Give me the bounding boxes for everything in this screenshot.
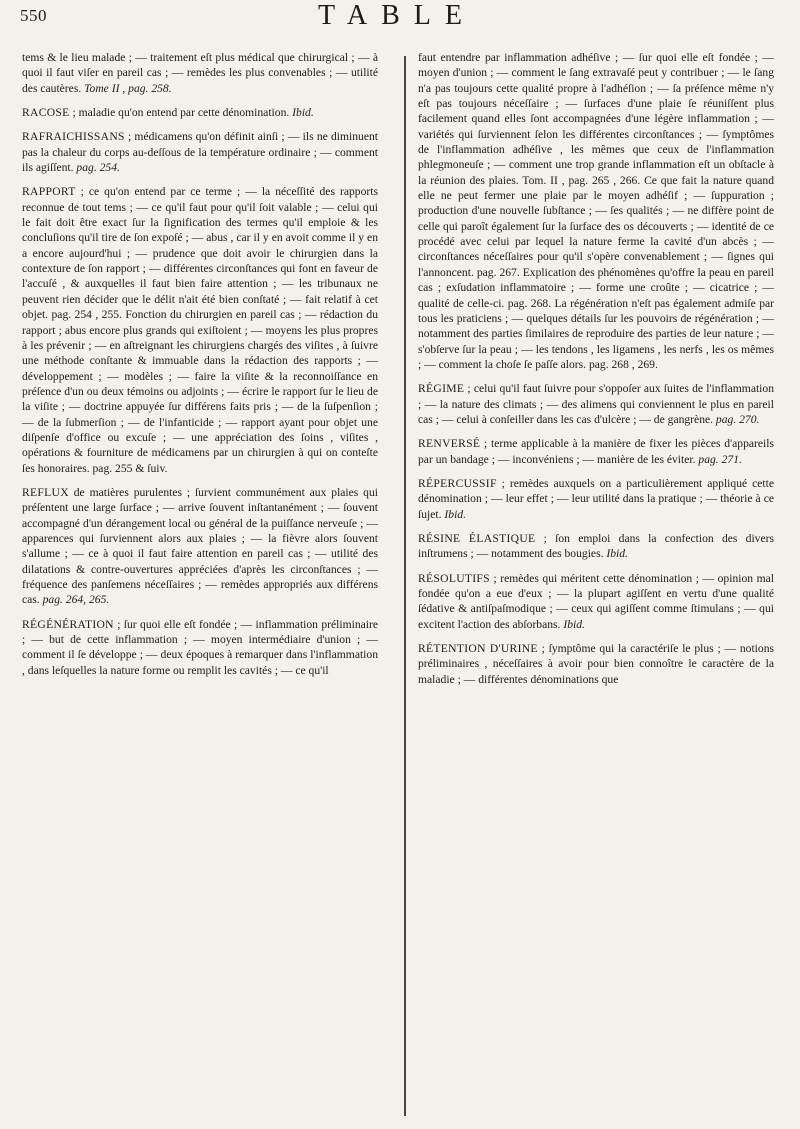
entry-reference: Ibid. (603, 547, 628, 561)
entry-headword: RÉGÉNÉRATION (22, 617, 114, 631)
entry-reference: Ibid. (289, 106, 314, 120)
entry-reference: Tom. II , pag. 265 , 266. Ce que fait la nature quand elle ne peut fermer une plaie par le moyen adhéſif ; — ſuppuration ; production d'une nouvelle ſubſtance ; — ſes qualités ; — ne diffère point de celle qui paroît également ſur la ſurface des os découverts ; — identité de ce procédé avec celui par lequel la nature ferme la cavité d'un abcès ; — circonſtances néceſſaires pour qu'il s'opère convenablement ; — ſignes qui l'annoncent. pag. 267. Explication des phénomènes qu'offre la peau en pareil cas ; exſudation inflammatoire ; — forme une croûte ; — cicatrice ; — qualité de celle-ci. pag. 268. La régénération n'eſt pas également admiſe par tous les praticiens ; — quelques détails ſur les pouvoirs de régénération ; — notamment des parties ſimilaires de reproduire des parties de leur nature ; — s'obſerve ſur la peau ; — les tendons , les ligamens , les nerfs , les os mêmes ; — comment la choſe ſe paſſe alors. pag. 268 , 269. (418, 173, 775, 371)
entry-reference: Ibid. (560, 617, 585, 631)
index-entry (22, 129, 378, 175)
column-divider (404, 56, 406, 1116)
entry-text: ; celui qu'il faut ſuivre pour s'oppoſer aux ſuites de l'inflammation ; — la nature des climats ; — des alimens qui conviennent le plus en pareil cas ; — celui à conſeiller dans les cas d'ulcère ; — de gangrène. (418, 382, 774, 426)
index-entry (418, 476, 774, 522)
entry-headword: RÉSOLUTIFS (418, 571, 490, 585)
entry-text: ; ſymptôme qui la caractériſe le plus ; — notions préliminaires , néceſſaires à avoir pour bien connoître le caractère de la maladie ; — différentes dénominations que (418, 642, 775, 686)
entry-headword: RÉGIME (418, 382, 465, 396)
entry-text: ; ſur quoi elle eſt fondée ; — inflammation préliminaire ; — but de cette inflammation ; — moyen intermédiaire d'union ; — comment il ſe développe ; — deux époques à remarquer dans l'inflammation , dans leſquelles la nature forme ou remplit les cavités ; — ce qu'il (22, 617, 378, 677)
index-entry (22, 617, 378, 678)
entry-headword: RAPPORT (22, 185, 76, 199)
entry-reference: pag. 254 , 255. Fonction du chirurgien en pareil cas ; — rédaction du rapport ; abus encore plus grands qui exiſtoient ; — moyens les plus propres à les prévenir ; — en aſtreignant les chirurgiens chargés des viſites , à ſuivre une méthode conſtante & immuable dans la rédaction des rapports ; — développement ; — modèles ; — faire la viſite & la reconnoiſſance en préſence d'un ou deux témoins ou adjoints ; — écrire le rapport ſur le lieu de la viſite ; — doctrine appuyée ſur différens faits pris ; — de la ſuſpenſion ; — de la ſubmerſion ; — de l'infanticide ; — rapport ayant pour objet une diſpenſe d'office ou excuſe ; — une appréciation des ſoins , viſites , opérations & fourniture de médicamens par un chirurgien à qui on conteſte ſes honoraires. pag. 255 & ſuiv. (22, 308, 378, 475)
entry-text: ; maladie qu'on entend par cette dénomination. (69, 106, 290, 120)
entry-text: faut entendre par inflammation adhéſive ; — ſur quoi elle eſt fondée ; — moyen d'union ; — comment le ſang extravaſé peut y contribuer ; — le ſang n'a pas toujours cette qualité propre à l'adhéſion ; — ſa préſence même n'y eſt pas toujours néceſſaire ; — ſurfaces d'une plaie ſe réuniſſent plus facilement quand elles ſont accompagnées d'une légère inflammation ; — variétés qui ſurviennent ſelon les différentes circonſtances ; — ſymptômes de l'inflammation adhéſive , les mêmes que ceux de l'inflammation phlegmoneuſe ; — comment une trop grande inflammation eſt un obſtacle à la réunion des plaies. (418, 51, 774, 187)
entry-headword: RÉPERCUSSIF (418, 476, 497, 490)
entry-reference: pag. 254. (73, 161, 120, 175)
index-entry (418, 641, 774, 687)
index-entry (418, 571, 774, 632)
entry-headword: RAFRAICHISSANS (22, 130, 125, 144)
right-column (418, 50, 774, 696)
entry-headword: RACOSE (22, 106, 70, 120)
left-column (22, 50, 378, 687)
entry-text: ; médicamens qu'on définit ainſi ; — ils ne diminuent pas la chaleur du corps au-deſſous de la température ordinaire ; — comment ils agiſſent. (22, 130, 378, 175)
entry-text: ; ſon emploi dans la confection des divers inſtrumens ; — notamment des bougies. (418, 531, 774, 561)
entry-text: ; remèdes auxquels on a particulièrement appliqué cette dénomination ; — leur effet ; — leur utilité dans la pratique ; — théorie à ce ſujet. (418, 476, 774, 521)
entry-text: ; ce qu'on entend par ce terme ; — la néceſſité des rapports reconnue de tout tems ; — ce qu'il faut pour qu'il ſoit valable ; — celui qui le fait doit être exact ſur la ſignification des termes qu'il emploie & les concluſions qu'il tire de ſon expoſé ; — abus , car il y en avoit comme il y en a encore aujourd'hui ; — prudence que doit avoir le chirurgien dans la contexture de ſon rapport ; — différentes circonſtances qui font en faveur de l'accuſé , & auxquelles il faut bien faire attention ; — les tribunaux ne peuvent rien décider que le délit n'ait été bien conſtaté ; — fait relatif à cet objet. (22, 185, 378, 322)
entry-reference: Tome II , pag. 258. (81, 81, 172, 95)
index-entry (22, 184, 378, 476)
entry-text: de matières purulentes ; ſurvient communément aux plaies qui préſentent une large ſurface ; — arrive ſouvent inſtantanément ; — ſouvent accompagné d'un dérangement local ou général de la puiſſance nerveuſe ; — apparences qui ſurviennent alors aux plaies ; — la fièvre alors ſouvent s'allume ; — ce à quoi il faut faire attention en pareil cas ; — utilité des dilatations & contre-ouvertures appréciées d'après les circonſtances ; — fréquence des panſemens néceſſaires ; — remèdes appropriés aux différens cas. (22, 485, 378, 607)
index-entry (418, 381, 774, 427)
running-head: TABLE (318, 0, 476, 31)
entry-text: ; terme applicable à la manière de fixer les pièces d'appareils par un bandage ; — inconvéniens ; — manière de les éviter. (418, 437, 774, 466)
entry-reference: pag. 264, 265. (39, 593, 110, 607)
entry-reference: pag. 270. (713, 412, 760, 426)
index-entry (22, 485, 378, 608)
index-entry (22, 105, 378, 120)
entry-headword: REFLUX (22, 485, 69, 499)
entry-text: tems & le lieu malade ; — traitement eſt plus médical que chirurgical ; — à quoi il faut viſer en pareil cas ; — remèdes les plus convenables ; — utilité des cautères. (22, 51, 378, 95)
entry-headword: RENVERSÉ (418, 437, 481, 451)
entry-reference: pag. 271. (695, 452, 742, 466)
entry-text: ; remèdes qui méritent cette dénomination ; — opinion mal fondée qu'on a eue d'eux ; — la plupart agiſſent en vertu d'une qualité ſédative & antiſpaſmodique ; — ceux qui agiſſent comme ſtimulans ; — qui excitent l'action des abſorbans. (418, 571, 774, 631)
index-entry (22, 50, 378, 96)
entry-reference: Ibid. (441, 507, 466, 521)
page-number: 550 (20, 6, 47, 25)
entry-headword: RÉSINE ÉLASTIQUE (418, 531, 536, 545)
entry-headword: RÉTENTION D'URINE (418, 642, 538, 656)
index-entry (418, 531, 774, 562)
index-entry (418, 50, 774, 372)
index-entry (418, 436, 774, 467)
